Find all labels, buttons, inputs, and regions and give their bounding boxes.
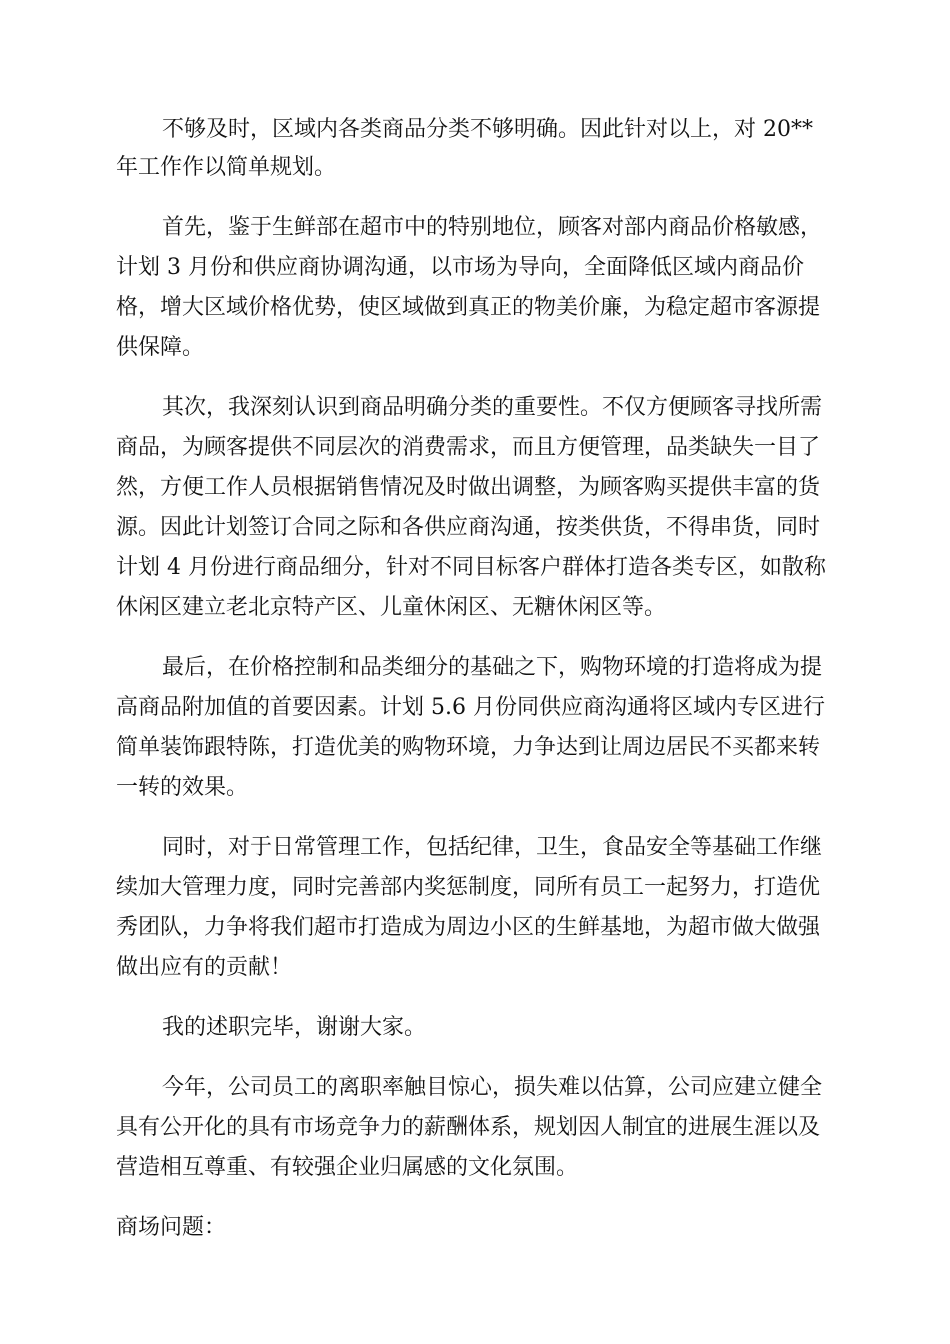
text-line: 简单装饰跟特陈，打造优美的购物环境，力争达到让周边居民不买都来转 xyxy=(116,735,821,760)
text-line: 格，增大区域价格优势，使区域做到真正的物美价廉，为稳定超市客源提 xyxy=(116,295,821,320)
text-line: 我的述职完毕，谢谢大家。 xyxy=(162,1015,427,1040)
text-line: 今年，公司员工的离职率触目惊心，损失难以估算，公司应建立健全 xyxy=(162,1075,823,1100)
text-line: 高商品附加值的首要因素。计划 5.6 月份同供应商沟通将区域内专区进行 xyxy=(116,695,825,720)
text-line: 年工作作以简单规划。 xyxy=(116,155,337,180)
text-line: 首先，鉴于生鲜部在超市中的特别地位，顾客对部内商品价格敏感， xyxy=(162,215,823,240)
text-line: 秀团队，力争将我们超市打造成为周边小区的生鲜基地，为超市做大做强 xyxy=(116,915,821,940)
text-line: 计划 4 月份进行商品细分，针对不同目标客户群体打造各类专区，如散称 xyxy=(116,555,826,580)
text-line: 营造相互尊重、有较强企业归属感的文化氛围。 xyxy=(116,1155,579,1180)
text-line: 然，方便工作人员根据销售情况及时做出调整，为顾客购买提供丰富的货 xyxy=(116,475,821,500)
text-line: 源。因此计划签订合同之际和各供应商沟通，按类供货，不得串货，同时 xyxy=(116,515,821,540)
text-line: 计划 3 月份和供应商协调沟通，以市场为导向，全面降低区域内商品价 xyxy=(116,255,804,280)
text-line: 最后，在价格控制和品类细分的基础之下，购物环境的打造将成为提 xyxy=(162,655,823,680)
text-line: 同时，对于日常管理工作，包括纪律，卫生，食品安全等基础工作继 xyxy=(162,835,823,860)
text-line: 一转的效果。 xyxy=(116,775,249,800)
section-heading: 商场问题： xyxy=(116,1215,227,1240)
text-line: 商品，为顾客提供不同层次的消费需求，而且方便管理，品类缺失一目了 xyxy=(116,435,821,460)
text-line: 续加大管理力度，同时完善部内奖惩制度，同所有员工一起努力，打造优 xyxy=(116,875,821,900)
text-line: 其次，我深刻认识到商品明确分类的重要性。不仅方便顾客寻找所需 xyxy=(162,395,823,420)
text-line: 做出应有的贡献！ xyxy=(116,955,293,980)
text-line: 供保障。 xyxy=(116,335,205,360)
text-line: 不够及时，区域内各类商品分类不够明确。因此针对以上，对 20** xyxy=(162,117,813,142)
text-line: 休闲区建立老北京特产区、儿童休闲区、无糖休闲区等。 xyxy=(116,595,667,620)
text-line: 具有公开化的具有市场竞争力的薪酬体系，规划因人制宜的进展生涯以及 xyxy=(116,1115,821,1140)
